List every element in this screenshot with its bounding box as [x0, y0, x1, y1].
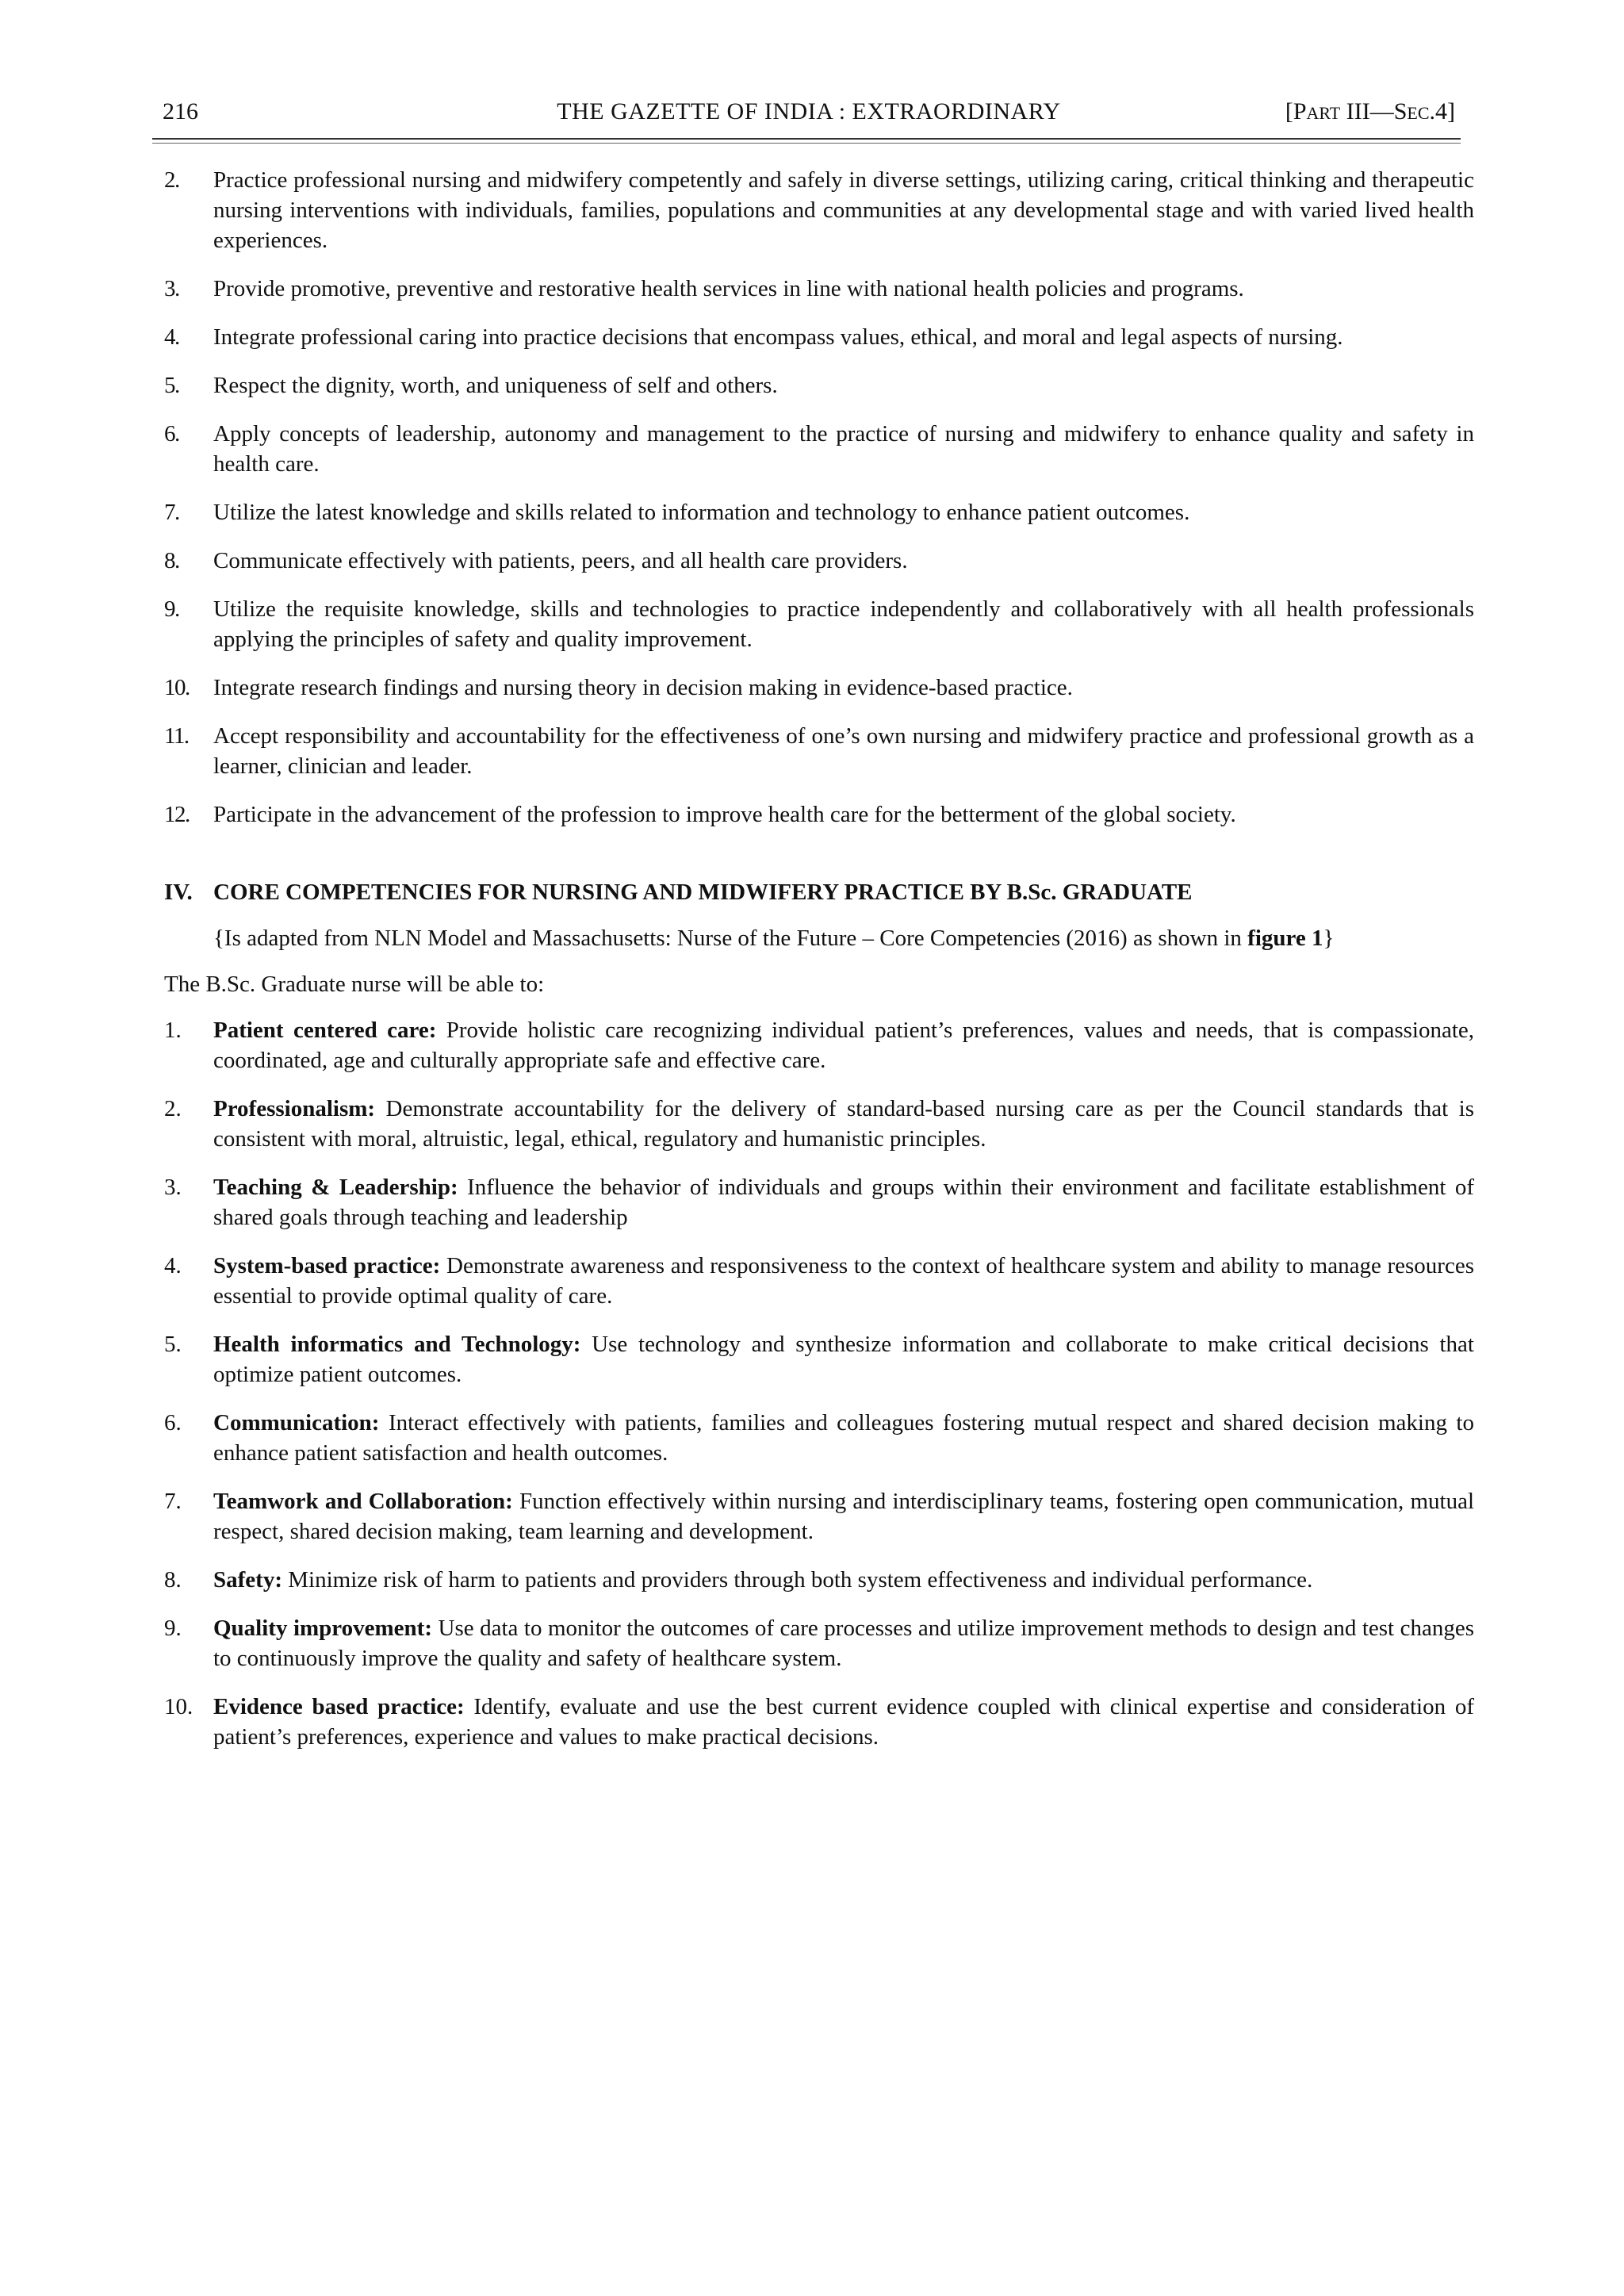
outcome-item — [164, 799, 1474, 830]
outcome-text: Integrate professional caring into practice decisions that encompass values, ethical, and moral and legal aspects of nursing. — [213, 324, 1343, 350]
section-title: CORE COMPETENCIES FOR NURSING AND MIDWIFERY PRACTICE BY B.Sc. GRADUATE — [213, 880, 1193, 905]
competency-description: Demonstrate awareness and responsiveness to the context of healthcare system and ability to manage resources essential to provide optimal quality of care. — [213, 1253, 1474, 1309]
competency-body — [213, 1251, 1474, 1311]
competencies-lead-in: The B.Sc. Graduate nurse will be able to: — [164, 972, 545, 997]
outcome-number: 5. — [164, 373, 179, 398]
competency-item — [164, 1172, 1474, 1232]
competency-item — [164, 1408, 1474, 1468]
competency-description: Identify, evaluate and use the best current evidence coupled with clinical expertise and consideration of patient’s preferences, experience and values to make practical decisions. — [213, 1694, 1474, 1750]
outcome-text: Provide promotive, preventive and restorative health services in line with national health policies and programs. — [213, 276, 1244, 301]
outcome-item — [164, 546, 1474, 576]
competency-body — [213, 1486, 1474, 1547]
header-rule-thin — [152, 143, 1461, 144]
competency-term: Safety: — [213, 1567, 282, 1593]
competency-number: 8. — [164, 1567, 182, 1593]
competency-item — [164, 1486, 1474, 1547]
competency-term: Quality improvement: — [213, 1616, 432, 1641]
competency-description: Minimize risk of harm to patients and providers through both system effectiveness and individual performance. — [282, 1567, 1313, 1593]
competency-body — [213, 1408, 1474, 1468]
outcome-text: Participate in the advancement of the profession to improve health care for the betterment of the global society. — [213, 802, 1236, 827]
competency-number: 1. — [164, 1018, 182, 1043]
outcome-number: 8. — [164, 548, 179, 573]
outcome-text: Communicate effectively with patients, peers, and all health care providers. — [213, 548, 908, 573]
competency-number: 7. — [164, 1489, 182, 1514]
competency-description: Influence the behavior of individuals and groups within their environment and facilitate establishment of shared goals through teaching and leadership — [213, 1175, 1474, 1230]
section-heading — [164, 877, 1474, 907]
outcome-number: 11. — [164, 723, 189, 749]
outcome-item — [164, 721, 1474, 781]
outcome-text: Utilize the latest knowledge and skills related to information and technology to enhance patient outcomes. — [213, 500, 1190, 525]
part-section-mid: III—S — [1340, 98, 1408, 125]
competency-body — [213, 1329, 1474, 1389]
part-section-close: .4] — [1429, 98, 1455, 125]
competency-item — [164, 1613, 1474, 1673]
section-source-note — [164, 923, 1474, 953]
competency-body — [213, 1172, 1474, 1232]
program-outcomes-list — [164, 165, 1474, 830]
outcome-text: Utilize the requisite knowledge, skills and technologies to practice independently and collaboratively with all health professionals applying the principles of safety and quality improvement. — [213, 596, 1474, 652]
competency-term: Teamwork and Collaboration: — [213, 1489, 513, 1514]
competency-number: 2. — [164, 1096, 182, 1121]
competency-description: Interact effectively with patients, families and colleagues fostering mutual respect and shared decision making to enhance patient satisfaction and health outcomes. — [213, 1410, 1474, 1466]
competency-body — [213, 1565, 1474, 1595]
page-content — [164, 165, 1474, 1770]
competency-item — [164, 1015, 1474, 1075]
competency-number: 5. — [164, 1332, 182, 1357]
competency-body — [213, 1015, 1474, 1075]
gazette-title: THE GAZETTE OF INDIA : EXTRAORDINARY — [557, 98, 1061, 125]
page-number: 216 — [163, 98, 198, 125]
competency-description: Provide holistic care recognizing individual patient’s preferences, values and needs, that is compassionate, coordinated, age and culturally appropriate safe and effective care. — [213, 1018, 1474, 1073]
page-header — [163, 98, 1455, 130]
competency-term: Professionalism: — [213, 1096, 376, 1121]
competency-body — [213, 1094, 1474, 1154]
section-note-suffix: } — [1323, 926, 1335, 951]
header-rule-thick — [152, 138, 1461, 140]
competency-term: Teaching & Leadership: — [213, 1175, 458, 1200]
section-note-prefix: {Is adapted from NLN Model and Massachusetts: Nurse of the Future – Core Competencies (2016) as shown in — [213, 926, 1248, 951]
outcome-number: 6. — [164, 421, 179, 447]
part-section-open: [P — [1285, 98, 1307, 125]
part-section-sec: EC — [1407, 103, 1430, 123]
competency-term: System-based practice: — [213, 1253, 441, 1278]
outcome-number: 10. — [164, 675, 190, 700]
section-number: IV. — [164, 880, 193, 905]
outcome-item — [164, 419, 1474, 479]
outcome-text: Respect the dignity, worth, and uniqueness of self and others. — [213, 373, 778, 398]
competency-item — [164, 1329, 1474, 1389]
competency-item — [164, 1094, 1474, 1154]
outcome-item — [164, 370, 1474, 401]
outcome-number: 7. — [164, 500, 179, 525]
core-competencies-list — [164, 1015, 1474, 1752]
competency-description: Demonstrate accountability for the delivery of standard-based nursing care as per the Council standards that is consistent with moral, altruistic, legal, ethical, regulatory and humanistic principles. — [213, 1096, 1474, 1152]
outcome-text: Integrate research findings and nursing theory in decision making in evidence-based practice. — [213, 675, 1073, 700]
outcome-number: 9. — [164, 596, 179, 622]
outcome-number: 2. — [164, 167, 179, 193]
outcome-item — [164, 322, 1474, 352]
outcome-number: 4. — [164, 324, 179, 350]
competency-term: Evidence based practice: — [213, 1694, 465, 1719]
outcome-item — [164, 673, 1474, 703]
competency-body — [213, 1613, 1474, 1673]
competency-item — [164, 1251, 1474, 1311]
competency-item — [164, 1692, 1474, 1752]
competency-description: Function effectively within nursing and interdisciplinary teams, fostering open communication, mutual respect, shared decision making, team learning and development. — [213, 1489, 1475, 1544]
outcome-text: Accept responsibility and accountability for the effectiveness of one’s own nursing and midwifery practice and professional growth as a learner, clinician and leader. — [213, 723, 1474, 779]
outcome-text: Practice professional nursing and midwifery competently and safely in diverse settings, utilizing caring, critical thinking and therapeutic nursing interventions with individuals, families, populations and communities at any developmental stage and with varied lived health experiences. — [213, 167, 1474, 253]
competency-body — [213, 1692, 1474, 1752]
competency-description: Use data to monitor the outcomes of care processes and utilize improvement methods to design and test changes to continuously improve the quality and safety of healthcare system. — [213, 1616, 1474, 1671]
outcome-item — [164, 274, 1474, 304]
competency-description: Use technology and synthesize information and collaborate to make critical decisions that optimize patient outcomes. — [213, 1332, 1474, 1387]
competency-number: 4. — [164, 1253, 182, 1278]
competency-number: 9. — [164, 1616, 182, 1641]
competency-number: 6. — [164, 1410, 182, 1435]
competency-number: 10. — [164, 1694, 193, 1719]
figure-reference: figure 1 — [1247, 926, 1323, 951]
competency-item — [164, 1565, 1474, 1595]
outcome-number: 12. — [164, 802, 190, 827]
outcome-number: 3. — [164, 276, 179, 301]
part-section-label — [1285, 98, 1455, 125]
competency-term: Communication: — [213, 1410, 380, 1435]
outcome-item — [164, 497, 1474, 527]
outcome-text: Apply concepts of leadership, autonomy and management to the practice of nursing and midwifery to enhance quality and safety in health care. — [213, 421, 1474, 477]
competency-number: 3. — [164, 1175, 182, 1200]
outcome-item — [164, 165, 1474, 255]
outcome-item — [164, 594, 1474, 654]
competency-term: Patient centered care: — [213, 1018, 437, 1043]
part-section-part: ART — [1306, 103, 1341, 123]
competency-term: Health informatics and Technology: — [213, 1332, 581, 1357]
